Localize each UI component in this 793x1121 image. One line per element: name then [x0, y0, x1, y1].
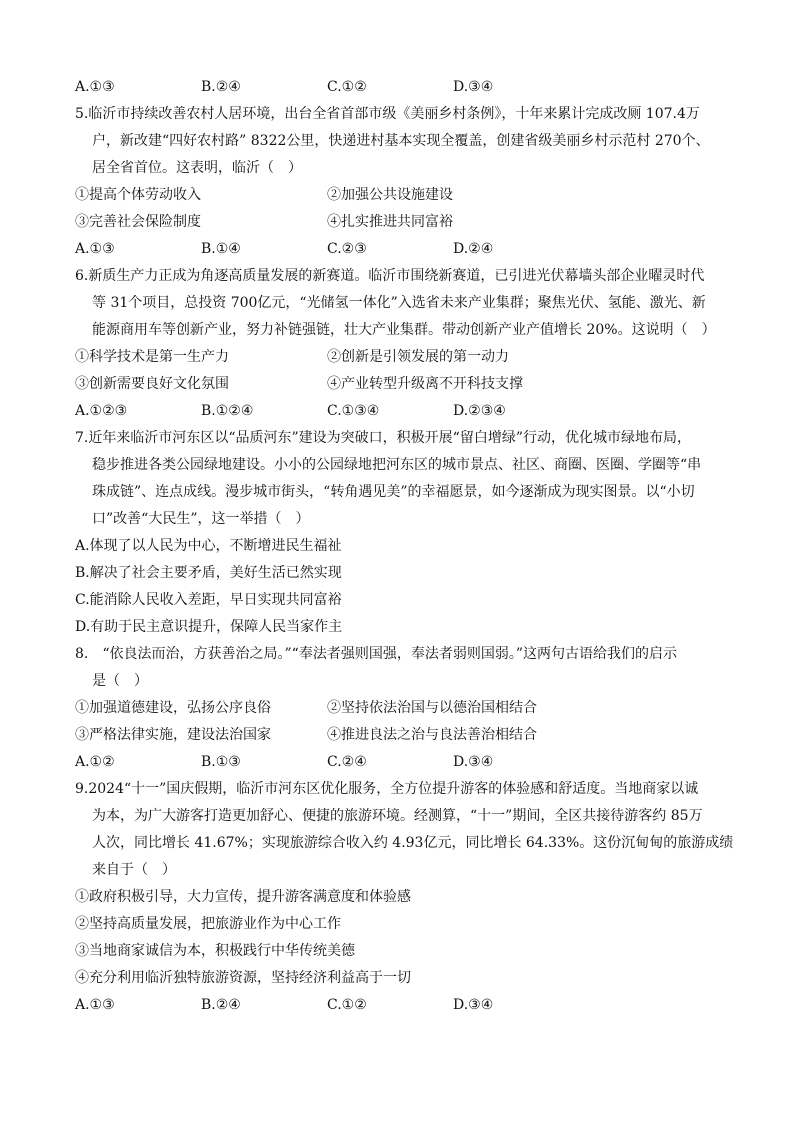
- q6-stem-line-1: 6.新质生产力正成为角逐高质量发展的新赛道。临沂市围绕新赛道，已引进光伏幕墙头部企业曜灵时代: [75, 268, 705, 284]
- q9-stem-line-3: 人次，同比增长 41.67%；实现旅游综合收入约 4.93亿元，同比增长 64.33%。这份沉甸甸的旅游成绩: [92, 835, 734, 851]
- q8-statements-row-1: [75, 695, 725, 722]
- q4-option-a: A.①③: [75, 79, 115, 95]
- q5-option-d: D.②④: [453, 241, 494, 257]
- question-list: [75, 74, 734, 1019]
- q9-item-1: ①政府积极引导，大力宣传，提升游客满意度和体验感: [75, 889, 411, 905]
- q6-statement-4: ④产业转型升级离不开科技支撑: [327, 376, 523, 392]
- q5-options: [75, 236, 725, 263]
- q5-statement-2: ②加强公共设施建设: [327, 187, 453, 203]
- q7-choice-b: B.解决了社会主要矛盾，美好生活已然实现: [75, 565, 342, 581]
- q7-stem-line-3: 珠成链”、连点成线。漫步城市街头，“转角遇见美”的幸福愿景，如今逐渐成为现实图景。以“小切: [92, 484, 695, 500]
- q5-statements-row-2: [75, 209, 725, 236]
- question-7: [75, 425, 725, 641]
- q6-option-b: B.①②④: [201, 403, 254, 419]
- question-6: [75, 263, 725, 425]
- question-5: [75, 101, 725, 263]
- q5-statement-1: ①提高个体劳动收入: [75, 187, 201, 203]
- q6-statement-1: ①科学技术是第一生产力: [75, 349, 229, 365]
- q8-option-b: B.①③: [201, 754, 241, 770]
- q6-options: [75, 398, 725, 425]
- q9-item-4: ④充分利用临沂独特旅游资源，坚持经济利益高于一切: [75, 970, 411, 986]
- q6-stem-line-3: 能源商用车等创新产业，努力补链强链，壮大产业集群。带动创新产业产值增长 20%。这说明（ ）: [92, 322, 716, 338]
- q6-statements-row-1: [75, 344, 725, 371]
- q4-option-b: B.②④: [201, 79, 241, 95]
- q6-statement-2: ②创新是引领发展的第一动力: [327, 349, 509, 365]
- question-8: [75, 641, 725, 776]
- q9-options: [75, 992, 725, 1019]
- q5-statement-4: ④扎实推进共同富裕: [327, 214, 453, 230]
- q5-option-a: A.①③: [75, 241, 115, 257]
- q9-option-b: B.②④: [201, 997, 241, 1013]
- q9-option-d: D.③④: [453, 997, 494, 1013]
- q8-option-d: D.③④: [453, 754, 494, 770]
- q6-stem-line-2: 等 31个项目，总投资 700亿元，“光储氢一体化”入选省未来产业集群；聚焦光伏、氢能、激光、新: [92, 295, 706, 311]
- q5-option-c: C.②③: [327, 241, 367, 257]
- question-9: [75, 776, 734, 1019]
- q9-stem-line-1: 9.2024“十一”国庆假期，临沂市河东区优化服务，全方位提升游客的体验感和舒适度。当地商家以诚: [75, 781, 699, 797]
- q9-stem-line-2: 为本，为广大游客打造更加舒心、便捷的旅游环境。经测算，“十一”期间，全区共接待游客约 85万: [92, 808, 703, 824]
- q8-statement-1: ①加强道德建设，弘扬公序良俗: [75, 700, 271, 716]
- q8-options: [75, 749, 725, 776]
- q5-option-b: B.①④: [201, 241, 241, 257]
- q4-option-d: D.③④: [453, 79, 494, 95]
- q4-options: [75, 74, 725, 101]
- q5-stem-line-1: 5.临沂市持续改善农村人居环境，出台全省首部市级《美丽乡村条例》，十年来累计完成改厕 107.4万: [75, 106, 700, 122]
- q5-stem-line-3: 居全省首位。这表明，临沂（ ）: [92, 160, 302, 176]
- q7-stem-line-2: 稳步推进各类公园绿地建设。小小的公园绿地把河东区的城市景点、社区、商圈、医圈、学圈等“串: [92, 457, 702, 473]
- q6-option-c: C.①③④: [327, 403, 380, 419]
- q5-stem-line-2: 户，新改建“四好农村路” 8322公里，快递进村基本实现全覆盖，创建省级美丽乡村示范村 270个、: [92, 133, 710, 149]
- q7-stem-line-1: 7.近年来临沂市河东区以“品质河东”建设为突破口，积极开展“留白增绿”行动，优化城市绿地布局，: [75, 430, 691, 446]
- q8-option-a: A.①②: [75, 754, 115, 770]
- q8-statement-2: ②坚持依法治国与以德治国相结合: [327, 700, 537, 716]
- q7-choice-c: C.能消除人民收入差距，早日实现共同富裕: [75, 592, 342, 608]
- q8-stem-line-1: 8. “依良法而治，方获善治之局。”“奉法者强则国强，奉法者弱则国弱。”这两句古语给我们的启示: [75, 646, 677, 662]
- q5-statements-row-1: [75, 182, 725, 209]
- q8-statement-4: ④推进良法之治与良法善治相结合: [327, 727, 537, 743]
- q9-option-a: A.①③: [75, 997, 115, 1013]
- q4-option-c: C.①②: [327, 79, 367, 95]
- q9-stem-line-4: 来自于（ ）: [92, 862, 176, 878]
- q8-statements-row-2: [75, 722, 725, 749]
- q6-statements-row-2: [75, 371, 725, 398]
- q6-option-d: D.②③④: [453, 403, 506, 419]
- q9-item-2: ②坚持高质量发展，把旅游业作为中心工作: [75, 916, 341, 932]
- q9-item-3: ③当地商家诚信为本，积极践行中华传统美德: [75, 943, 355, 959]
- q6-option-a: A.①②③: [75, 403, 128, 419]
- q7-choice-d: D.有助于民主意识提升，保障人民当家作主: [75, 619, 343, 635]
- q8-statement-3: ③严格法律实施，建设法治国家: [75, 727, 271, 743]
- q7-choice-a: A.体现了以人民为中心，不断增进民生福祉: [75, 538, 342, 554]
- q8-option-c: C.②④: [327, 754, 367, 770]
- q6-statement-3: ③创新需要良好文化氛围: [75, 376, 229, 392]
- q7-stem-line-4: 口”改善“大民生”，这一举措（ ）: [92, 511, 310, 527]
- q9-option-c: C.①②: [327, 997, 367, 1013]
- q8-stem-line-2: 是（ ）: [92, 673, 148, 689]
- q5-statement-3: ③完善社会保险制度: [75, 214, 201, 230]
